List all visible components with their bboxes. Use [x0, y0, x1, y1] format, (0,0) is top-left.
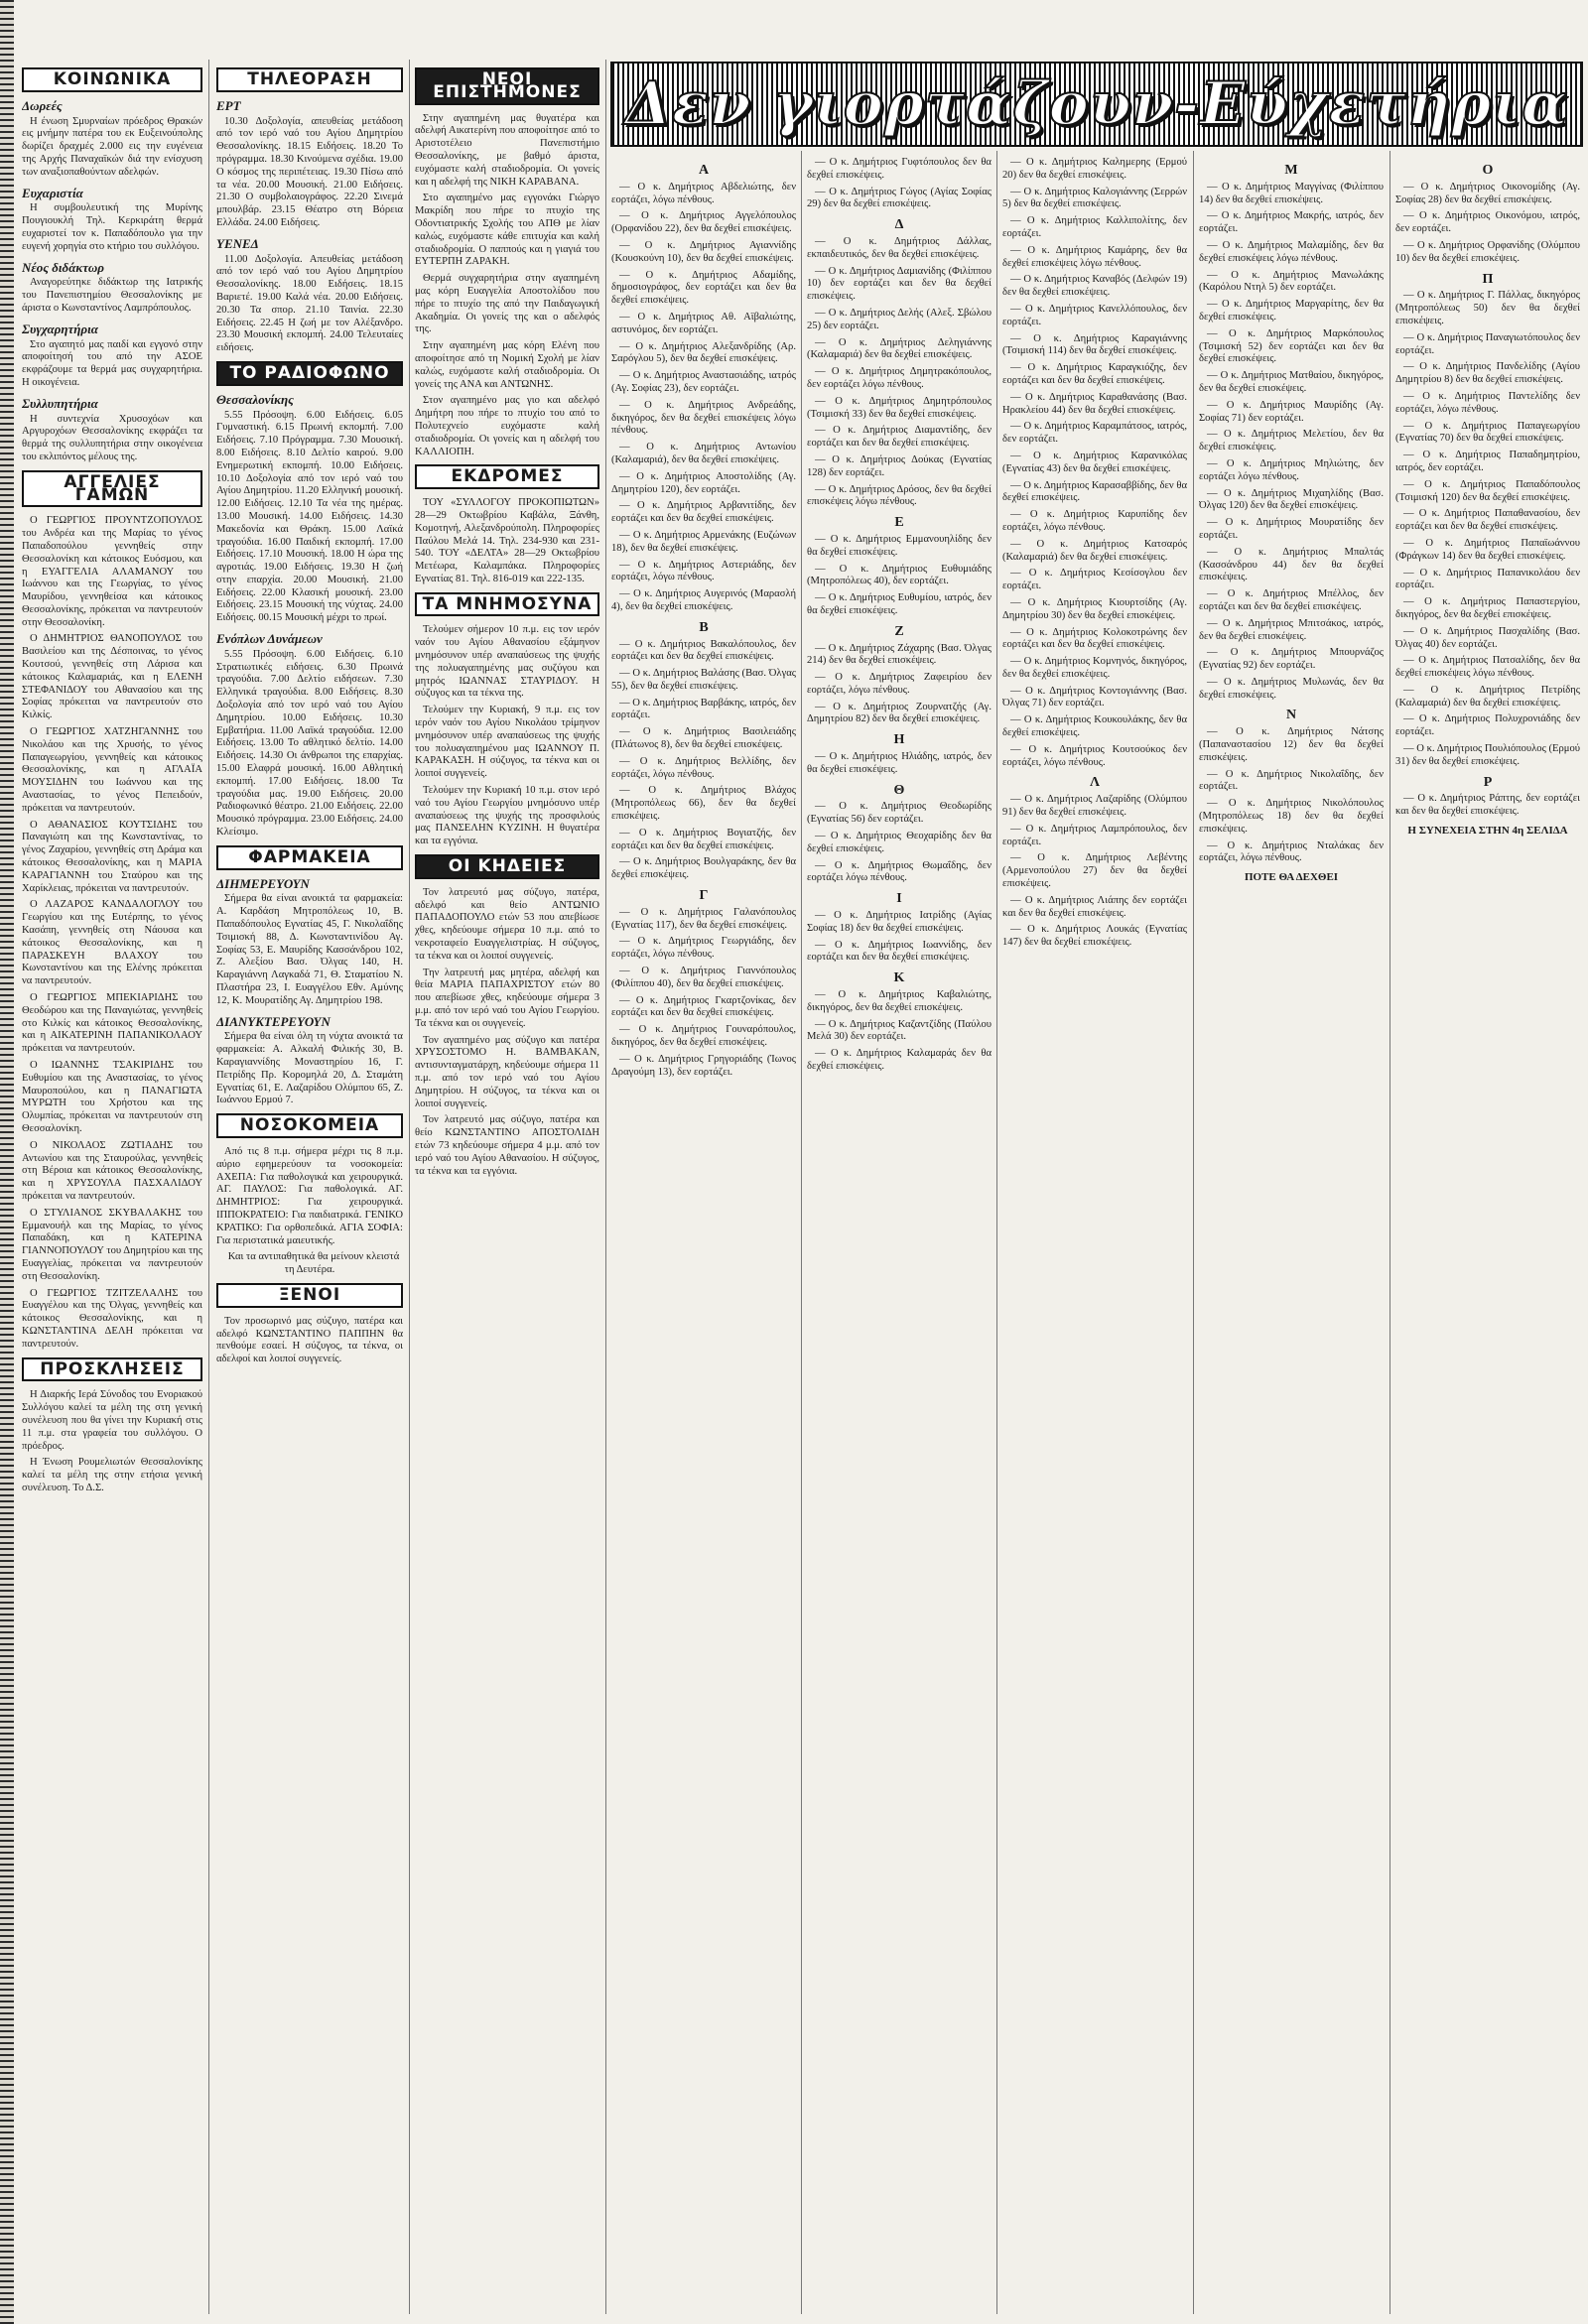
name-entry: — Ο κ. Δημήτριος Λαμπρόπουλος, δεν εορτάζει.	[1002, 823, 1187, 847]
paragraph: Τελούμεν σήμερον 10 π.μ. εις τον ιερόν ναόν του Αγίου Αθανασίου εξάμηνον μνημόσυνον υπέρ αναπαύσεως της ψυχής της πολυαγαπημένης μας συζύγου και μητρός ΙΩΑΝΝΑΣ ΣΤΑΥΡΙΔΟΥ. Η σύζυγος και τα τέκνα της.	[415, 624, 599, 700]
column-names-k-l	[1002, 157, 1187, 2314]
column-names-d-k	[807, 157, 992, 2314]
subheading: Συγχαρητήρια	[22, 321, 98, 336]
section-heading-ekdromes: ΕΚΔΡΟΜΕΣ	[415, 464, 599, 489]
name-entry: — Ο κ. Δημήτριος Παπανικολάου δεν εορτάζει.	[1395, 567, 1580, 591]
name-entry: — Ο κ. Δημήτριος Ηλιάδης, ιατρός, δεν θα δεχθεί επισκέψεις.	[807, 751, 992, 775]
name-entry: — Ο κ. Δημήτριος Λαζαρίδης (Ολύμπου 91) δεν θα δεχθεί επισκέψεις.	[1002, 794, 1187, 819]
column-rule	[1193, 151, 1194, 2314]
paragraph: Θερμά συγχαρητήρια στην αγαπημένη μας κόρη Ευαγγελία Αποστολίδου που πήρε το πτυχίο της από την Παιδαγωγική Ακαδημία. Οι γονείς της και ο αδελφός της.	[415, 273, 599, 335]
name-entry: — Ο κ. Δημήτριος Ευθυμιάδης (Μητροπόλεως 40), δεν εορτάζει.	[807, 563, 992, 587]
column-names-o-r	[1395, 157, 1580, 2314]
paragraph: Από τις 8 π.μ. σήμερα μέχρι τις 8 π.μ. αύριο εφημερεύουν τα νοσοκομεία: ΑΧΕΠΑ: Για παθολογικά και χειρουργικά. ΑΓ. ΠΑΥΛΟΣ: Για παθολογικά. ΑΓ. ΔΗΜΗΤΡΙΟΣ: Για χειρουργικά. ΙΠΠΟΚΡΑΤΕΙΟ: Για παιδιατρικά. ΓΕΝΙΚΟ ΚΡΑΤΙΚΟ: Για ορθοπεδικά. ΑΓΙΑ ΣΟΦΙΑ: Για περιστατικά μαιευτικής.	[216, 1145, 403, 1246]
section-heading-xenoi: ΞΕΝΟΙ	[216, 1283, 403, 1308]
paragraph: Τελούμεν την Κυριακή, 9 π.μ. εις τον ιερόν ναόν του Αγίου Νικολάου τρίμηνον μνημόσυνον υπέρ αναπαύσεως της ψυχής του πολυαγαπημένου μας ΙΩΑΝΝΟΥ Π. ΚΑΡΑΚΑΣΗ. Η σύζυγος, τα τέκνα και οι λοιποί συγγενείς.	[415, 705, 599, 780]
column-neoi-epistimones	[415, 62, 599, 2314]
name-entry: — Ο κ. Δημήτριος Μηλιώτης, δεν εορτάζει λόγω πένθους.	[1199, 457, 1384, 482]
name-entry: — Ο κ. Δημήτριος Θεοχαρίδης δεν θα δεχθεί επισκέψεις.	[807, 831, 992, 854]
letter-heading: Ζ	[894, 623, 904, 639]
name-entry: — Ο κ. Δημήτριος Μελετίου, δεν θα δεχθεί επισκέψεις.	[1199, 429, 1384, 453]
name-entry: — Ο κ. Δημήτριος Ράπτης, δεν εορτάζει και δεν θα δεχθεί επισκέψεις.	[1395, 793, 1580, 818]
name-entry: — Ο κ. Δημήτριος Καβαλιώτης, δικηγόρος, δεν θα δεχθεί επισκέψεις.	[807, 989, 992, 1013]
name-entry: — Ο κ. Δημήτριος Γεωργιάδης, δεν εορτάζει, λόγω πένθους.	[611, 936, 796, 961]
name-entry: — Ο κ. Δημήτριος Μαλαμίδης, δεν θα δεχθεί επισκέψεις λόγω πένθους.	[1199, 239, 1384, 264]
name-entry: — Ο κ. Δημήτριος Οικονομίδης (Αγ. Σοφίας 28) δεν θα δεχθεί επισκέψεις.	[1395, 181, 1580, 205]
letter-heading: Λ	[1089, 775, 1101, 791]
name-entry: — Ο κ. Δημήτριος Κουκουλάκης, δεν θα δεχθεί επισκέψεις.	[1002, 714, 1187, 739]
name-entry: — Ο κ. Δημήτριος Καλαμαράς δεν θα δεχθεί επισκέψεις.	[807, 1048, 992, 1073]
name-entry: — Ο κ. Δημήτριος Ζαφειρίου δεν εορτάζει, λόγω πένθους.	[807, 672, 992, 696]
section-heading-nosokomeia: ΝΟΣΟΚΟΜΕΙΑ	[216, 1113, 403, 1138]
name-entry: — Ο κ. Δημήτριος Γρηγοριάδης (Ίωνος Δραγούμη 13), δεν εορτάζει.	[611, 1053, 796, 1078]
name-entry: — Ο κ. Δημήτριος Διαμαντίδης, δεν εορτάζει και δεν θα δεχθεί επισκέψεις.	[807, 425, 992, 450]
paragraph: Η Διαρκής Ιερά Σύνοδος του Ενοριακού Συλλόγου καλεί τα μέλη της στη γενική συνέλευση που θα γίνει την Κυριακή στις 11 π.μ. στα γραφεία του συλλόγου. Ο πρόεδρος.	[22, 1389, 202, 1452]
name-entry: — Ο κ. Δημήτριος Βελλίδης, δεν εορτάζει, λόγω πένθους.	[611, 755, 796, 780]
name-entry: — Ο κ. Δημήτριος Παναγιωτόπουλος δεν εορτάζει.	[1395, 331, 1580, 356]
name-entry: — Ο κ. Δημήτριος Καραγκιόζης, δεν εορτάζει και δεν θα δεχθεί επισκέψεις.	[1002, 362, 1187, 386]
name-entry: — Ο κ. Δημήτριος Νικολαΐδης, δεν εορτάζει.	[1199, 768, 1384, 793]
name-entry: — Ο κ. Δημήτριος Αβδελιώτης, δεν εορτάζει, λόγω πένθους.	[611, 181, 796, 205]
paragraph: Ο ΙΩΑΝΝΗΣ ΤΣΑΚΙΡΙΔΗΣ του Ευθυμίου και της Αναστασίας, το γένος Μαυροπούλου, και η ΠΑΝΑΓΙΩΤΑ ΜΥΡΩΤΗ του Χρήστου και της Ολυμπίας, πρόκειται να παντρευτούν στη Θεσσαλονίκη.	[22, 1059, 202, 1134]
name-entry: — Ο κ. Δημήτριος Μπουρνάζος (Εγνατίας 92) δεν εορτάζει.	[1199, 647, 1384, 672]
name-entry: — Ο κ. Δημήτριος Πατσαλίδης, δεν θα δεχθεί επισκέψεις λόγω πένθους.	[1395, 655, 1580, 680]
name-entry: — Ο κ. Δημήτριος Μουρατίδης δεν εορτάζει.	[1199, 517, 1384, 541]
name-entry: — Ο κ. Δημήτριος Μυλωνάς, δεν θα δεχθεί επισκέψεις.	[1199, 676, 1384, 701]
name-entry: — Ο κ. Δημήτριος Μπιτσάκος, ιατρός, δεν θα δεχθεί επισκέψεις.	[1199, 617, 1384, 642]
paragraph: Ο ΓΕΩΡΓΙΟΣ ΜΠΕΚΙΑΡΙΔΗΣ του Θεοδώρου και της Παναγιώτας, γεννηθείς στο Κιλκίς και κάτοικος Θεσσαλονίκης, και η ΑΙΚΑΤΕΡΙΝΗ ΠΑΠΑΝΙΚΟΛΑΟΥ πρόκειται να παντρευτούν.	[22, 992, 202, 1055]
name-entry: — Ο κ. Δημήτριος Νάτσης (Παπαναστασίου 12) δεν θα δεχθεί επισκέψεις.	[1199, 726, 1384, 763]
name-entry: — Ο κ. Δημήτριος Ιωαννίδης, δεν εορτάζει και δεν θα δεχθεί επισκέψεις.	[807, 939, 992, 964]
paragraph: 10.30 Δοξολογία, απευθείας μετάδοση από τον ιερό ναό του Αγίου Δημητρίου Θεσσαλονίκης. 18.15 Ειδήσεις. 18.20 Το πρόγραμμα. 18.30 Κινούμενα σχέδια. 19.00 Ο κόσμος της περιπέτειας. 19.30 Πίσω από τα νέα. 20.00 Μουσική. 21.00 Ειδήσεις. 21.30 Ο συμβολαιογράφος. 22.20 Σινεμά μπουλβάρ. 23.15 Θέατρο στη Βόρεια Ελλάδα. 24.00 Ειδήσεις.	[216, 115, 403, 228]
name-entry: — Ο κ. Δημήτριος Πασχαλίδης (Βασ. Όλγας 40) δεν εορτάζει.	[1395, 625, 1580, 650]
letter-heading: Α	[698, 163, 710, 178]
name-entry: — Ο κ. Δημήτριος Λουκάς (Εγνατίας 147) δεν θα δεχθεί επισκέψεις.	[1002, 924, 1187, 949]
name-entry: — Ο κ. Δημήτριος Κατσαρός (Καλαμαριά) δεν θα δεχθεί επισκέψεις.	[1002, 538, 1187, 563]
name-entry: — Ο κ. Δημήτριος Καλογιάννης (Σερρών 5) δεν θα δεχθεί επισκέψεις.	[1002, 186, 1187, 210]
name-entry: — Ο κ. Δημήτριος Δαμιανίδης (Φιλίππου 10) δεν εορτάζει και δεν θα δεχθεί επισκέψεις.	[807, 265, 992, 303]
paragraph: Ο ΝΙΚΟΛΑΟΣ ΖΩΤΙΑΔΗΣ του Αντωνίου και της Σταυρούλας, γεννηθείς στη Βέροια και κάτοικος Θεσσαλονίκης, και η ΧΡΥΣΟΥΛΑ ΠΑΣΧΑΛΙΔΟΥ πρόκειται να παντρευτούν.	[22, 1139, 202, 1202]
paragraph: Τον λατρευτό μας σύζυγο, πατέρα και θείο ΚΩΝΣΤΑΝΤΙΝΟ ΑΠΟΣΤΟΛΙΔΗ ετών 73 κηδεύουμε σήμερα 4 μ.μ. από τον ιερό ναό του Αγίου Αθανασίου. Η σύζυγος, τα τέκνα και τα εγγόνια.	[415, 1114, 599, 1177]
paragraph: Ο ΛΑΖΑΡΟΣ ΚΑΝΔΑΛΟΓΛΟΥ του Γεωργίου και της Ευτέρπης, το γένος Κασάπη, γεννηθείς στη Νάουσα και κάτοικος Θεσσαλονίκης, και η ΠΑΡΑΣΚΕΥΗ ΒΛΑΧΟΥ του Κωνσταντίνου και της Ελένης πρόκειται να παντρευτούν.	[22, 899, 202, 987]
binding-gutter	[0, 0, 14, 2324]
paragraph: Ο ΣΤΥΛΙΑΝΟΣ ΣΚΥΒΑΛΑΚΗΣ του Εμμανουήλ και της Μαρίας, το γένος Παπαδάκη, και η ΚΑΤΕΡΙΝΑ ΓΙΑΝΝΟΠΟΥΛΟΥ του Δημητρίου και της Ευαγγελίας, πρόκειται να παντρευτούν στη Θεσσαλονίκη.	[22, 1207, 202, 1282]
paragraph: 11.00 Δοξολογία. Απευθείας μετάδοση από τον ιερό ναό του Αγίου Δημητρίου Θεσσαλονίκης. 18.00 Ειδήσεις. 18.15 Βαριετέ. 19.00 Καλά νέα. 20.00 Ειδήσεις. 20.30 Τα σπορ. 21.10 Ταινία. 22.30 Ειδήσεις. 22.45 Η ζωή με τον Αλέξανδρο. 23.30 Μουσική εκπομπή. 24.00 Τελευταίες ειδήσεις.	[216, 253, 403, 354]
name-entry: — Ο κ. Δημήτριος Αποστολίδης (Αγ. Δημητρίου 120), δεν εορτάζει.	[611, 470, 796, 495]
name-entry: — Ο κ. Δημήτριος Αντωνίου (Καλαμαριά), δεν θα δεχθεί επισκέψεις.	[611, 442, 796, 465]
name-entry: — Ο κ. Δημήτριος Βακαλόπουλος, δεν εορτάζει και δεν θα δεχθεί επισκέψεις.	[611, 638, 796, 663]
subheading: Δωρεές	[22, 97, 63, 113]
paragraph: Σήμερα θα είναι ανοικτά τα φαρμακεία: Α. Καρδάση Μητροπόλεως 10, Β. Παπαδόπουλος Εγνατίας 45, Γ. Νικολαΐδης Τσιμισκή 88, Δ. Κωνσταντινίδου Αγ. Σοφίας 53, Ε. Μαυρίδης Κασσάνδρου 102, Ζ. Αλεξίου Βασ. Όλγας 140, Η. Καραγιάννη Λαγκαδά 71, Θ. Σταματίου Ν. Πλαστήρα 23, Ι. Ευαγγέλου Εθν. Αμύνης 12, Κ. Μουρατίδης Αγ. Δημητρίου 198.	[216, 893, 403, 1006]
name-entry: — Ο κ. Δημήτριος Γώγος (Αγίας Σοφίας 29) δεν θα δεχθεί επισκέψεις.	[807, 186, 992, 210]
column-rule	[801, 151, 802, 2314]
section-heading-kideies: ΟΙ ΚΗΔΕΙΕΣ	[415, 854, 599, 879]
name-entry: — Ο κ. Δημήτριος Βαρβάκης, ιατρός, δεν εορτάζει.	[611, 697, 796, 721]
name-entry: — Ο κ. Δημήτριος Δημητρακόπουλος, δεν εορτάζει λόγω πένθους.	[807, 366, 992, 390]
paragraph: Τον λατρευτό μας σύζυγο, πατέρα, αδελφό και θείο ΑΝΤΩΝΙΟ ΠΑΠΑΔΟΠΟΥΛΟ ετών 53 που απεβίωσε χθες, κηδεύουμε σήμερα 10 π.μ. από το νεκροταφείο Ευαγγελιστρίας. Η σύζυγος, τα τέκνα και οι λοιποί συγγενείς.	[415, 886, 599, 962]
name-entry: — Ο κ. Δημήτριος Αναστασιάδης, ιατρός (Αγ. Σοφίας 23), δεν εορτάζει.	[611, 370, 796, 394]
name-entry: — Ο κ. Δημήτριος Νικολόπουλος (Μητροπόλεως 18) δεν θα δεχθεί επισκέψεις.	[1199, 798, 1384, 835]
section-heading-prosklhseis: ΠΡΟΣΚΛΗΣΕΙΣ	[22, 1357, 202, 1382]
column-names-a-g	[611, 157, 796, 2314]
letter-heading: Μ	[1284, 163, 1298, 178]
section-heading-farmakeia: ΦΑΡΜΑΚΕΙΑ	[216, 845, 403, 870]
name-entry: — Ο κ. Δημήτριος Πετρίδης (Καλαμαριά) δεν θα δεχθεί επισκέψεις.	[1395, 684, 1580, 709]
paragraph: Ο ΓΕΩΡΓΙΟΣ ΧΑΤΖΗΓΑΝΝΗΣ του Νικολάου και της Χρυσής, το γένος Παπαγεωργίου, γεννηθείς και κάτοικος Θεσσαλονίκης, και η ΑΓΛΑΪΑ ΜΟΥΣΙΔΗΝ του Ιωάννου και της Αναστασίας, το γένος Πεπειδούν, πρόκειται να παντρευτούν.	[22, 726, 202, 814]
name-entry: — Ο κ. Δημήτριος Γαλανόπουλος (Εγνατίας 117), δεν θα δεχθεί επισκέψεις.	[611, 906, 796, 931]
subheading: ΕΡΤ	[216, 97, 241, 113]
paragraph: Ο ΑΘΑΝΑΣΙΟΣ ΚΟΥΤΣΙΔΗΣ του Παναγιώτη και της Κωνσταντίνας, το γένος Ζαχαρίου, γεννηθείς στη Δράμα και κάτοικος Θεσσαλονίκης, και η ΜΑΡΙΑ ΚΑΡΑΓΙΑΝΝΗ του Σταύρου και της Χαρίκλειας, πρόκειται να παντρευτούν.	[22, 819, 202, 894]
section-heading-neoi-epistimones: ΝΕΟΙ ΕΠΙΣΤΗΜΟΝΕΣ	[415, 67, 599, 105]
paragraph: ΤΟΥ «ΣΥΛΛΟΓΟΥ ΠΡΟΚΟΠΙΩΤΩΝ» 28—29 Οκτωβρίου Καβάλα, Ξάνθη, Κομοτηνή, Αλεξανδρούπολη. Πληροφορίες Παύλου Μελά 14. Τηλ. 234-930 και 231-540. ΤΟΥ «ΔΕΛΤΑ» 28—29 Οκτωβρίου Μετέωρα, Καλαμπάκα. Πληροφορίες Εγνατίας 81. Τηλ. 816-019 και 222-135.	[415, 497, 599, 584]
subheading: ΔΙΑΝΥΚΤΕΡΕΥΟΥΝ	[216, 1013, 331, 1029]
paragraph: Την λατρευτή μας μητέρα, αδελφή και θεία ΜΑΡΙΑ ΠΑΠΑΧΡΙΣΤΟΥ ετών 80 που απεβίωσε χθες, κηδεύουμε σήμερα 3 μ.μ. από τον ιερό ναό του Αγίου Γεωργίου. Τα τέκνα και οι συγγενείς.	[415, 967, 599, 1029]
letter-heading: Π	[1482, 271, 1494, 287]
name-entry: — Ο κ. Δημήτριος Λεβέντης (Αρμενοπούλου 27) δεν θα δεχθεί επισκέψεις.	[1002, 852, 1187, 890]
section-heading-koinonika: ΚΟΙΝΩΝΙΚΑ	[22, 67, 202, 92]
name-entry: — Ο κ. Δημήτριος Βουλγαράκης, δεν θα δεχθεί επισκέψεις.	[611, 856, 796, 881]
name-entry: — Ο κ. Δημήτριος Παντελίδης δεν εορτάζει, λόγω πένθους.	[1395, 390, 1580, 415]
name-entry: — Ο κ. Δημήτριος Γκαρτζονίκας, δεν εορτάζει και δεν θα δεχθεί επισκέψεις.	[611, 994, 796, 1019]
column-rule	[605, 60, 606, 2314]
name-entry: — Ο κ. Δημήτριος Βογιατζής, δεν εορτάζει και δεν θα δεχθεί επισκέψεις.	[611, 827, 796, 851]
paragraph: Η ένωση Σμυρναίων πρόεδρος Θρακών εις μνήμην πατέρα του εκ Ευξεινούπολης δωρίζει δραχμές 2.000 εις την ευγένεια της Αρχής Παναχαϊκών διά την ενίσχυση των αναξιοπαθούντων αδελφών.	[22, 115, 202, 178]
paragraph: Αναγορεύτηκε διδάκτωρ της Ιατρικής του Πανεπιστημίου Θεσσαλονίκης με άριστα ο Κωνσταντίνος Λαμπρόπουλος.	[22, 277, 202, 314]
name-entry: — Ο κ. Δημήτριος Καζαντζίδης (Παύλου Μελά 30) δεν εορτάζει.	[807, 1018, 992, 1043]
name-entry: — Ο κ. Δημήτριος Πουλιόπουλος (Ερμού 31) δεν θα δεχθεί επισκέψεις.	[1395, 743, 1580, 767]
letter-heading: Κ	[893, 970, 905, 986]
name-entry: — Ο κ. Δημήτριος Μανωλάκης (Καρόλου Ντηλ 5) δεν εορτάζει.	[1199, 269, 1384, 294]
paragraph: Η Ένωση Ρουμελιωτών Θεσσαλονίκης καλεί τα μέλη της στην ετήσια γενική συνέλευση. Το Δ.Σ.	[22, 1457, 202, 1493]
name-entry: — Ο κ. Δημήτριος Καραγιάννης (Τσιμισκή 114) δεν θα δεχθεί επισκέψεις.	[1002, 332, 1187, 357]
column-tileorasi	[216, 62, 403, 2314]
letter-heading: Ι	[896, 891, 902, 907]
name-entry: — Ο κ. Δημήτριος Εμμανουηλίδης δεν θα δεχθεί επισκέψεις.	[807, 533, 992, 558]
section-heading-tileorasi: ΤΗΛΕΟΡΑΣΗ	[216, 67, 403, 92]
name-entry: — Ο κ. Δημήτριος Αδαμίδης, δημοσιογράφος, δεν εορτάζει και δεν θα δεχθεί επισκέψεις.	[611, 269, 796, 307]
letter-heading: Ρ	[1483, 774, 1493, 790]
letter-heading: Γ	[699, 888, 709, 904]
paragraph: Και τα αντιπαθητικά θα μείνουν κλειστά τη Δευτέρα.	[227, 1251, 400, 1276]
column-rule	[409, 60, 410, 2314]
paragraph: Στην αγαπημένη μας κόρη Ελένη που αποφοίτησε από τη Νομική Σχολή με λίαν καλώς, ευχόμαστε καλή σταδιοδρομία. Οι γονείς της ΑΝΑ και ΑΝΤΩΝΗΣ.	[415, 340, 599, 390]
name-entry: — Ο κ. Δημήτριος Γουναρόπουλος, δικηγόρος, δεν θα δεχθεί επισκέψεις.	[611, 1024, 796, 1049]
name-entry: — Ο κ. Δημήτριος Κοντογιάννης (Βασ. Όλγας 71) δεν εορτάζει.	[1002, 685, 1187, 710]
name-entry: — Ο κ. Δημήτριος Δελής (Αλεξ. Σβώλου 25) δεν εορτάζει.	[807, 307, 992, 331]
name-entry: — Ο κ. Δημήτριος Θεοδωρίδης (Εγνατίας 56) δεν εορτάζει.	[807, 801, 992, 826]
name-entry: — Ο κ. Δημήτριος Κιουρτσίδης (Αγ. Δημητρίου 30) δεν θα δεχθεί επισκέψεις.	[1002, 596, 1187, 621]
paragraph: Η συμβουλευτική της Μυρίνης Πουγιουκλή Τηλ. Κερκιράτη θερμά ευχαριστεί τον κ. Παπαδόπουλο για την ευγενή χορηγία στο κτήριο του συλλόγου.	[22, 202, 202, 252]
subheading: Θεσσαλονίκης	[216, 391, 294, 407]
paragraph: Στην αγαπημένη μας θυγατέρα και αδελφή Αικατερίνη που αποφοίτησε από το Αριστοτέλειο Πανεπιστήμιο Θεσσαλονίκης, με βαθμό άριστα, ευχόμαστε καλή σταδιοδρομία. Οι γονείς και η αδελφή της ΝΙΚΗ ΚΑΡΑΒΑΝΑ.	[415, 112, 599, 188]
subheading: Ευχαριστία	[22, 185, 83, 200]
name-entry: — Ο κ. Δημήτριος Κολοκοτρώνης δεν εορτάζει και δεν θα δεχθεί επισκέψεις.	[1002, 626, 1187, 651]
section-heading-mnimosyna: ΤΑ ΜΝΗΜΟΣΥΝΑ	[415, 592, 599, 617]
name-entry: — Ο κ. Δημήτριος Μαγγίνας (Φιλίππου 14) δεν θα δεχθεί επισκέψεις.	[1199, 181, 1384, 205]
name-entry: — Ο κ. Δημήτριος Ευθυμίου, ιατρός, δεν θα δεχθεί επισκέψεις.	[807, 592, 992, 616]
name-entry: — Ο κ. Δημήτριος Ζουρνατζής (Αγ. Δημητρίου 82) δεν θα δεχθεί επισκέψεις.	[807, 701, 992, 725]
name-entry: — Ο κ. Δημήτριος Μακρής, ιατρός, δεν εορτάζει.	[1199, 210, 1384, 235]
banner	[610, 62, 1583, 147]
subheading: Ενόπλων Δυνάμεων	[216, 631, 323, 647]
name-entry: — Ο κ. Δημήτριος Παπαδόπουλος (Τσιμισκή 120) δεν θα δεχθεί επισκέψεις.	[1395, 478, 1580, 503]
subheading: Συλλυπητήρια	[22, 395, 98, 411]
name-entry: — Ο κ. Δημήτριος Αρμενάκης (Ευζώνων 18), δεν θα δεχθεί επισκέψεις.	[611, 529, 796, 554]
subheading: ΔΙΗΜΕΡΕΥΟΥΝ	[216, 875, 310, 891]
name-entry: — Ο κ. Δημήτριος Παπαδημητρίου, ιατρός, δεν εορτάζει.	[1395, 450, 1580, 473]
name-entry: — Ο κ. Δημήτριος Αλεξανδρίδης (Αρ. Σαρόγλου 5), δεν θα δεχθεί επισκέψεις.	[611, 340, 796, 365]
name-entry: — Ο κ. Δημήτριος Καρυπίδης δεν εορτάζει, λόγω πένθους.	[1002, 509, 1187, 533]
footer-note: ΠΟΤΕ ΘΑ ΔΕΧΘΕΙ	[1244, 871, 1339, 884]
section-heading-aggelies-gamon: ΑΓΓΕΛΙΕΣ ΓΑΜΩΝ	[22, 470, 202, 508]
column-rule	[996, 151, 997, 2314]
paragraph: Η συντεχνία Χρυσοχόων και Αργυροχόων Θεσσαλονίκης εκφράζει τα θερμά της συλλυπητήρια στην οικογένεια του εκλιπόντος μέλους της.	[22, 413, 202, 462]
name-entry: — Ο κ. Δημήτριος Κουτσούκος δεν εορτάζει, λόγω πένθους.	[1002, 743, 1187, 768]
paragraph: Στο αγαπητό μας παιδί και εγγονό στην αποφοίτησή του από την ΑΣΟΕ εκφράζουμε τα θερμά μας συγχαρητήρια. Η οικογένεια.	[22, 338, 202, 388]
name-entry: — Ο κ. Δημήτριος Καρασαββίδης, δεν θα δεχθεί επισκέψεις.	[1002, 479, 1187, 504]
paragraph: 5.55 Πρόσοψη. 6.00 Ειδήσεις. 6.05 Γυμναστική. 6.15 Πρωινή εκπομπή. 7.00 Ειδήσεις. 7.10 Πρόγραμμα. 7.30 Μουσική. 8.00 Ειδήσεις. 8.10 Δελτίο καιρού. 9.00 Ενημερωτική εκπομπή. 10.00 Ειδήσεις. 10.10 Δοξολογία από τον ιερό ναό του Αγίου Δημητρίου. 11.20 Ελληνική μουσική. 12.00 Ειδήσεις. 12.10 Τα νέα της ημέρας. 13.00 Μουσική. 14.00 Ειδήσεις. 14.30 Μακεδονία και Θράκη. 15.00 Λαϊκά τραγούδια. 16.00 Παιδική εκπομπή. 17.00 Ειδήσεις. 17.10 Μουσική. 18.00 Η ώρα της αγροτιάς. 19.00 Ειδήσεις. 19.30 Η ζωή στην επαρχία. 20.00 Μουσική. 21.00 Ειδήσεις. 22.00 Κλασική μουσική. 23.00 Ειδήσεις. 23.15 Μουσική της νύχτας. 24.00 Ειδήσεις. 00.15 Μουσική μέχρι το πρωί.	[216, 409, 403, 624]
name-entry: — Ο κ. Δημήτριος Αθ. Αϊβαλιώτης, αστυνόμος, δεν εορτάζει.	[611, 311, 796, 335]
letter-heading: Δ	[894, 217, 904, 233]
name-entry: — Ο κ. Δημήτριος Αρβανιτίδης, δεν εορτάζει και δεν θα δεχθεί επισκέψεις.	[611, 500, 796, 525]
name-entry: — Ο κ. Δημήτριος Αυγερινός (Μαρασλή 4), δεν θα δεχθεί επισκέψεις.	[611, 588, 796, 612]
name-entry: — Ο κ. Δημήτριος Παπαστεργίου, δικηγόρος, δεν θα δεχθεί επισκέψεις.	[1395, 596, 1580, 620]
paragraph: Ο ΓΕΩΡΓΙΟΣ ΠΡΟΥΝΤΖΟΠΟΥΛΟΣ του Ανδρέα και της Μαρίας το γένος Παπαδοπούλου γεννηθείς στην Θεσσαλονίκη και κάτοικος Ευόσμου, και η ΕΥΑΓΓΕΛΙΑ ΑΛΑΜΑΝΟΥ του Ιωάννου και της Γεωργίας, το γένος Μαυρίδου, γεννηθείσα και κάτοικος Θεσσαλονίκης, πρόκειται να παντρευτούν στην Θεσσαλονίκη.	[22, 515, 202, 628]
name-entry: — Ο κ. Δημήτριος Κεσίσογλου δεν εορτάζει.	[1002, 568, 1187, 592]
name-entry: — Ο κ. Δημήτριος Αγγελόπουλος (Ορφανίδου 22), δεν θα δεχθεί επισκέψεις.	[611, 210, 796, 235]
name-entry: — Ο κ. Δημήτριος Βασιλειάδης (Πλάτωνος 8), δεν θα δεχθεί επισκέψεις.	[611, 726, 796, 751]
name-entry: — Ο κ. Δημήτριος Μπαλτάς (Κασσάνδρου 44) δεν θα δεχθεί επισκέψεις.	[1199, 546, 1384, 583]
name-entry: — Ο κ. Δημήτριος Αστεριάδης, δεν εορτάζει, λόγω πένθους.	[611, 559, 796, 583]
name-entry: — Ο κ. Δημήτριος Μπέλλος, δεν εορτάζει και δεν θα δεχθεί επισκέψεις.	[1199, 588, 1384, 612]
letter-heading: Ο	[1482, 163, 1494, 178]
name-entry: — Ο κ. Δημήτριος Ανδρεάδης, δικηγόρος, δεν θα δεχθεί επισκέψεις λόγω πένθους.	[611, 399, 796, 437]
name-entry: — Ο κ. Δημήτριος Βαλάσης (Βασ. Όλγας 55), δεν θα δεχθεί επισκέψεις.	[611, 668, 796, 692]
name-entry: — Ο κ. Δημήτριος Γιαννόπουλος (Φιλίππου 40), δεν θα δεχθεί επισκέψεις.	[611, 966, 796, 989]
paragraph: Ο ΓΕΩΡΓΙΟΣ ΤΖΙΤΖΕΛΑΛΗΣ του Ευαγγέλου και της Όλγας, γεννηθείς και κάτοικος Θεσσαλονίκης, και η ΚΩΝΣΤΑΝΤΙΝΑ ΔΕΛΗ πρόκειται να παντρευτούν.	[22, 1287, 202, 1350]
name-entry: — Ο κ. Δημήτριος Παπαϊωάννου (Φράγκων 14) δεν θα δεχθεί επισκέψεις.	[1395, 537, 1580, 562]
continued-note: Η ΣΥΝΕΧΕΙΑ ΣΤΗΝ 4η ΣΕΛΙΔΑ	[1407, 825, 1568, 838]
subheading: Νέος διδάκτωρ	[22, 259, 104, 275]
banner-title: Δεν γιορτάζουν-Εύχετήρια	[624, 69, 1569, 139]
letter-heading: Ε	[894, 515, 904, 531]
name-entry: — Ο κ. Δημήτριος Βλάχος (Μητροπόλεως 66), δεν θα δεχθεί επισκέψεις.	[611, 785, 796, 823]
column-koinonika	[22, 62, 202, 2314]
name-entry: — Ο κ. Δημήτριος Καλλιπολίτης, δεν εορτάζει.	[1002, 215, 1187, 239]
name-entry: — Ο κ. Δημήτριος Γυφτόπουλος δεν θα δεχθεί επισκέψεις.	[807, 157, 992, 181]
name-entry: — Ο κ. Δημήτριος Παπαγεωργίου (Εγνατίας 70) δεν θα δεχθεί επισκέψεις.	[1395, 420, 1580, 445]
name-entry: — Ο κ. Δημήτριος Οικονόμου, ιατρός, δεν εορτάζει.	[1395, 210, 1580, 235]
name-entry: — Ο κ. Δημήτριος Καραμπάτσος, ιατρός, δεν εορτάζει.	[1002, 421, 1187, 446]
letter-heading: Θ	[893, 782, 905, 798]
paragraph: Ο ΔΗΜΗΤΡΙΟΣ ΘΑΝΟΠΟΥΛΟΣ του Βασιλείου και της Δέσποινας, το γένος Κουτσού, γεννηθείς στη Λάρισα και κάτοικος Καλαμαριάς, και η ΕΛΕΝΗ ΣΤΕΦΑΝΙΔΟΥ του Αθανασίου και της Σοφίας πρόκειται να παντρευτούν στο Κιλκίς.	[22, 633, 202, 721]
name-entry: — Ο κ. Δημήτριος Μαργαρίτης, δεν θα δεχθεί επισκέψεις.	[1199, 299, 1384, 323]
column-rule	[208, 60, 209, 2314]
name-entry: — Ο κ. Δημήτριος Ζάχαρης (Βασ. Όλγας 214) δεν θα δεχθεί επισκέψεις.	[807, 642, 992, 667]
name-entry: — Ο κ. Δημήτριος Ορφανίδης (Ολύμπου 10) δεν θα δεχθεί επισκέψεις.	[1395, 239, 1580, 264]
paragraph: Σήμερα θα είναι όλη τη νύχτα ανοικτά τα φαρμακεία: Α. Αλκαλή Φιλικής 30, Β. Καραγιαννίδης Μοναστηρίου 16, Γ. Πετρίδης Πρ. Κορομηλά 20, Δ. Σταμάτη Εγνατίας 61, Ε. Λαζαρίδου Ολύμπου 65, Ζ. Ιωάννου Ερμού 7.	[216, 1031, 403, 1106]
name-entry: — Ο κ. Δημήτριος Καμάρης, δεν θα δεχθεί επισκέψεις λόγω πένθους.	[1002, 244, 1187, 269]
paragraph: Τον προσωρινό μας σύζυγο, πατέρα και αδελφό ΚΩΝΣΤΑΝΤΙΝΟ ΠΑΠΠΗΝ θα πενθούμε εσαεί. Η σύζυγος, τα τέκνα, οι αδελφοί και λοιποί συγγενείς.	[216, 1315, 403, 1365]
letter-heading: Β	[699, 619, 709, 635]
name-entry: — Ο κ. Δημήτριος Μιχαηλίδης (Βασ. Όλγας 120) δεν θα δεχθεί επισκέψεις.	[1199, 487, 1384, 512]
name-entry: — Ο κ. Δημήτριος Αγιαννίδης (Κουσκούνη 10), δεν θα δεχθεί επισκέψεις.	[611, 239, 796, 264]
name-entry: — Ο κ. Δημήτριος Κομνηνός, δικηγόρος, δεν θα δεχθεί επισκέψεις.	[1002, 656, 1187, 680]
name-entry: — Ο κ. Δημήτριος Καραθανάσης (Βασ. Ηρακλείου 44) δεν θα δεχθεί επισκέψεις.	[1002, 391, 1187, 416]
name-entry: — Ο κ. Δημήτριος Μαυρίδης (Αγ. Σοφίας 71) δεν εορτάζει.	[1199, 399, 1384, 424]
name-entry: — Ο κ. Δημήτριος Καναβός (Δελφών 19) δεν θα δεχθεί επισκέψεις.	[1002, 274, 1187, 299]
paragraph: Στον αγαπημένο μας γιο και αδελφό Δημήτρη που πήρε το πτυχίο του από το Πολυτεχνείο ευχόμαστε καλή σταδιοδρομία. Οι γονείς και η αδελφή του ΚΑΛΛΙΟΠΗ.	[415, 395, 599, 457]
name-entry: — Ο κ. Δημήτριος Παπαθανασίου, δεν εορτάζει και δεν θα δεχθεί επισκέψεις.	[1395, 508, 1580, 533]
name-entry: — Ο κ. Δημήτριος Καρανικόλας (Εγνατίας 43) δεν θα δεχθεί επισκέψεις.	[1002, 450, 1187, 474]
paragraph: Τον αγαπημένο μας σύζυγο και πατέρα ΧΡΥΣΟΣΤΟΜΟ Η. ΒΑΜΒΑΚΑΝ, αντισυνταγματάρχη, κηδεύουμε σήμερα 11 π.μ. από τον ιερό ναό του Αγίου Δημητρίου. Η σύζυγος, τα τέκνα και οι λοιποί συγγενείς.	[415, 1034, 599, 1109]
name-entry: — Ο κ. Δημήτριος Καλημερης (Ερμού 20) δεν θα δεχθεί επισκέψεις.	[1002, 157, 1187, 181]
name-entry: — Ο κ. Δημήτριος Ιατρίδης (Αγίας Σοφίας 18) δεν θα δεχθεί επισκέψεις.	[807, 910, 992, 934]
subheading: ΥΕΝΕΔ	[216, 235, 259, 251]
name-entry: — Ο κ. Δημήτριος Δημητρόπουλος (Τσιμισκή 33) δεν θα δεχθεί επισκέψεις.	[807, 395, 992, 420]
name-entry: — Ο κ. Δημήτριος Δεληγιάννης (Καλαμαριά) δεν θα δεχθεί επισκέψεις.	[807, 336, 992, 361]
letter-heading: Η	[893, 732, 905, 748]
paragraph: Τελούμεν την Κυριακή 10 π.μ. στον ιερό ναό του Αγίου Γεωργίου μνημόσυνο υπέρ αναπαύσεως της ψυχής της προσφιλούς μας ΠΑΝΣΕΛΗΝ ΚΥΖΙΝΗ. Η θυγατέρα και τα εγγόνια.	[415, 785, 599, 847]
name-entry: — Ο κ. Δημήτριος Δούκας (Εγνατίας 128) δεν εορτάζει.	[807, 453, 992, 478]
name-entry: — Ο κ. Δημήτριος Λιάπης δεν εορτάζει και δεν θα δεχθεί επισκέψεις.	[1002, 894, 1187, 919]
name-entry: — Ο κ. Δημήτριος Πολυχρονιάδης δεν εορτάζει.	[1395, 713, 1580, 738]
name-entry: — Ο κ. Δημήτριος Κανελλόπουλος, δεν εορτάζει.	[1002, 303, 1187, 327]
name-entry: — Ο κ. Δημήτριος Πανδελίδης (Αγίου Δημητρίου 8) δεν θα δεχθεί επισκέψεις.	[1395, 361, 1580, 386]
column-names-m-n	[1199, 157, 1384, 2314]
name-entry: — Ο κ. Δημήτριος Νταλάκας δεν εορτάζει, λόγω πένθους.	[1199, 839, 1384, 864]
paragraph: Στο αγαπημένο μας εγγονάκι Γιώργο Μακρίδη που πήρε το πτυχίο της Οδοντιατρικής Σχολής του ΑΠΘ με λίαν καλώς, ευχόμαστε κάθε επιτυχία και καλή σταδιοδρομία. Ο παππούς και η γιαγιά του ΕΥΤΕΡΠΗ ΖΑΡΑΚΗ.	[415, 193, 599, 268]
name-entry: — Ο κ. Δημήτριος Δάλλας, εκπαιδευτικός, δεν θα δεχθεί επισκέψεις.	[807, 235, 992, 260]
letter-heading: Ν	[1285, 708, 1297, 723]
paragraph: 5.55 Πρόσοψη. 6.00 Ειδήσεις. 6.10 Στρατιωτικές ειδήσεις. 6.30 Πρωινά τραγούδια. 7.00 Δελτίο ειδήσεων. 7.30 Ελληνικά τραγούδια. 8.00 Ειδήσεις. 8.30 Δοξολογία από τον ιερό ναό του Αγίου Δημητρίου. 10.00 Ειδήσεις. 10.30 Εμβατήρια. 11.00 Λαϊκά τραγούδια. 12.00 Ειδήσεις. 13.00 Το αθλητικό δελτίο. 14.00 Ειδήσεις. 14.30 Οι άνθρωποι της επαρχίας. 15.00 Ελαφρά μουσική. 16.00 Αθλητική εκπομπή. 17.00 Ειδήσεις. 18.00 Τα τραγούδια μας. 19.00 Ειδήσεις. 20.00 Ραδιοφωνικό θέατρο. 21.00 Ειδήσεις. 22.00 Μουσικό πρόγραμμα. 23.00 Ειδήσεις. 24.00 Κλείσιμο.	[216, 648, 403, 839]
name-entry: — Ο κ. Δημήτριος Ματθαίου, δικηγόρος, δεν θα δεχθεί επισκέψεις.	[1199, 370, 1384, 394]
name-entry: — Ο κ. Δημήτριος Θωμαΐδης, δεν εορτάζει λόγω πένθους.	[807, 859, 992, 884]
name-entry: — Ο κ. Δημήτριος Μαρκόπουλος (Τσιμισκή 52) δεν εορτάζει και δεν θα δεχθεί επισκέψεις.	[1199, 327, 1384, 365]
name-entry: — Ο κ. Δημήτριος Δρόσος, δεν θα δεχθεί επισκέψεις λόγω πένθους.	[807, 483, 992, 508]
section-heading-radiofono: ΤΟ ΡΑΔΙΟΦΩΝΟ	[216, 361, 403, 386]
name-entry: — Ο κ. Δημήτριος Γ. Πάλλας, δικηγόρος (Μητροπόλεως 50) δεν θα δεχθεί επισκέψεις.	[1395, 290, 1580, 326]
